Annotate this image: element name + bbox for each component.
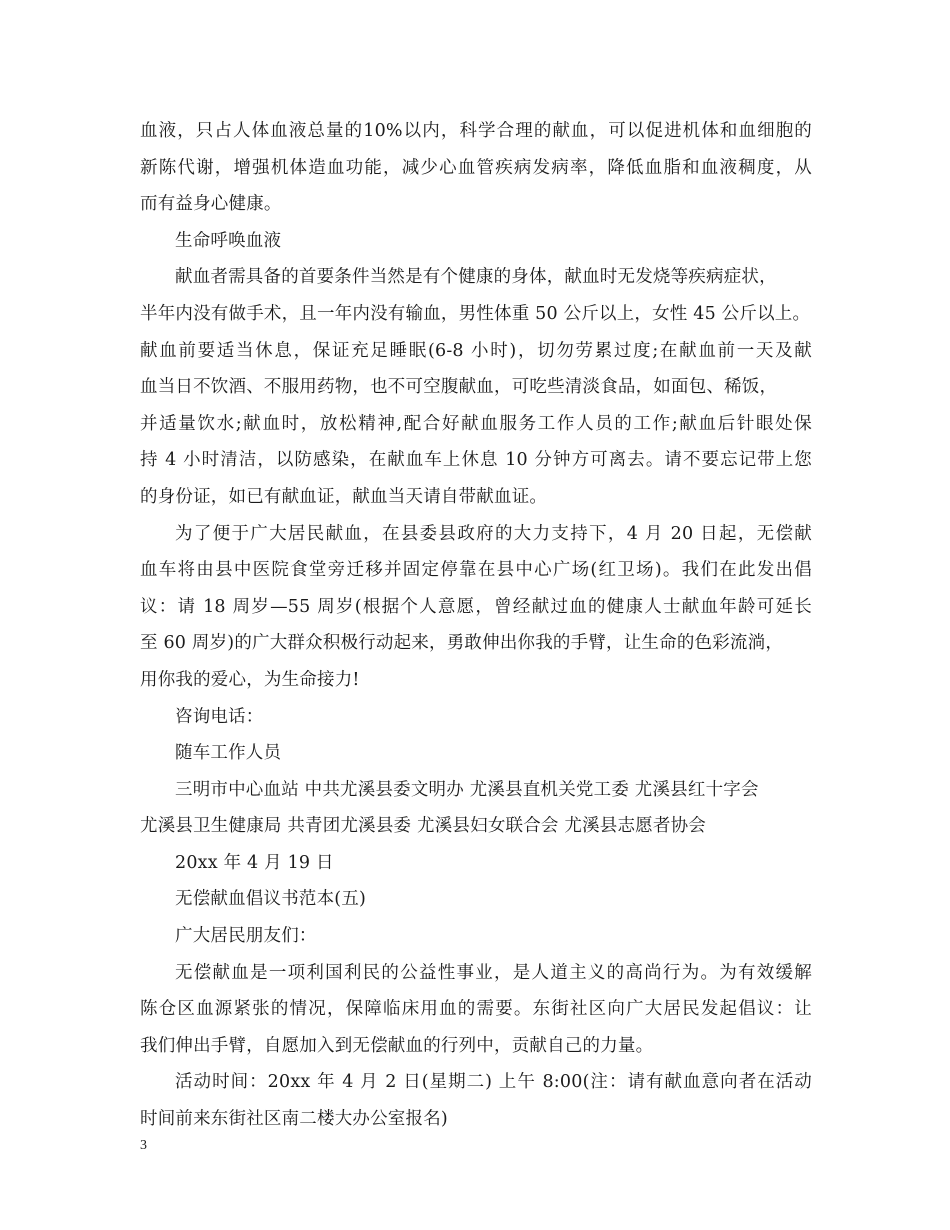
text-line: 20xx 年 4 月 19 日 (175, 852, 334, 873)
text-line: 而有益身心健康。 (140, 194, 282, 215)
text-line: 三明市中心血站 中共尤溪县委文明办 尤溪县直机关党工委 尤溪县红十字会 (175, 779, 759, 800)
text-line: 陈仓区血源紧张的情况，保障临床用血的需要。东街社区向广大居民发起倡议：让 (140, 999, 812, 1020)
text-line: 广大居民朋友们： (175, 926, 317, 947)
text-line: 无偿献血是一项利国利民的公益性事业，是人道主义的高尚行为。为有效缓解 (175, 962, 812, 983)
text-line: 并适量饮水;献血时，放松精神,配合好献血服务工作人员的工作;献血后针眼处保 (140, 413, 812, 434)
text-line: 为了便于广大居民献血，在县委县政府的大力支持下，4 月 20 日起，无偿献 (175, 523, 812, 544)
text-line: 血当日不饮酒、不服用药物，也不可空腹献血，可吃些清淡食品，如面包、稀饭， (140, 377, 778, 398)
text-line: 议：请 18 周岁—55 周岁(根据个人意愿，曾经献过血的健康人士献血年龄可延长 (140, 596, 812, 617)
text-line: 献血者需具备的首要条件当然是有个健康的身体，献血时无发烧等疾病症状， (175, 267, 777, 288)
document-body (140, 113, 812, 1138)
text-line: 生命呼唤血液 (175, 230, 282, 251)
text-line: 尤溪县卫生健康局 共青团尤溪县委 尤溪县妇女联合会 尤溪县志愿者协会 (140, 816, 706, 837)
text-line: 的身份证，如已有献血证，献血当天请自带献血证。 (140, 486, 548, 507)
text-line: 半年内没有做手术，且一年内没有输血，男性体重 50 公斤以上，女性 45 公斤以上。 (140, 303, 811, 324)
text-line: 至 60 周岁)的广大群众积极行动起来，勇敢伸出你我的手臂，让生命的色彩流淌， (140, 633, 784, 654)
text-line: 无偿献血倡议书范本(五) (175, 889, 367, 910)
text-line: 新陈代谢，增强机体造血功能，减少心血管疾病发病率，降低血脂和血液稠度，从 (140, 157, 812, 178)
text-line: 活动时间：20xx 年 4 月 2 日(星期二) 上午 8:00(注：请有献血意向者在活动 (175, 1072, 812, 1093)
text-line: 献血前要适当休息，保证充足睡眠(6-8 小时)，切勿劳累过度;在献血前一天及献 (140, 340, 812, 361)
page-number: 3 (140, 1138, 147, 1153)
text-line: 血车将由县中医院食堂旁迁移并固定停靠在县中心广场(红卫场)。我们在此发出倡 (140, 560, 812, 581)
text-line: 随车工作人员 (175, 743, 282, 764)
text-line: 用你我的爱心，为生命接力! (140, 669, 360, 690)
text-line: 我们伸出手臂，自愿加入到无偿献血的行列中，贡献自己的力量。 (140, 1035, 654, 1056)
text-line: 血液，只占人体血液总量的10%以内，科学合理的献血，可以促进机体和血细胞的 (140, 121, 812, 141)
text-line: 咨询电话： (175, 706, 264, 727)
text-line: 时间前来东街社区南二楼大办公室报名) (140, 1109, 448, 1130)
text-line: 持 4 小时清洁，以防感染，在献血车上休息 10 分钟方可离去。请不要忘记带上您 (140, 450, 812, 471)
